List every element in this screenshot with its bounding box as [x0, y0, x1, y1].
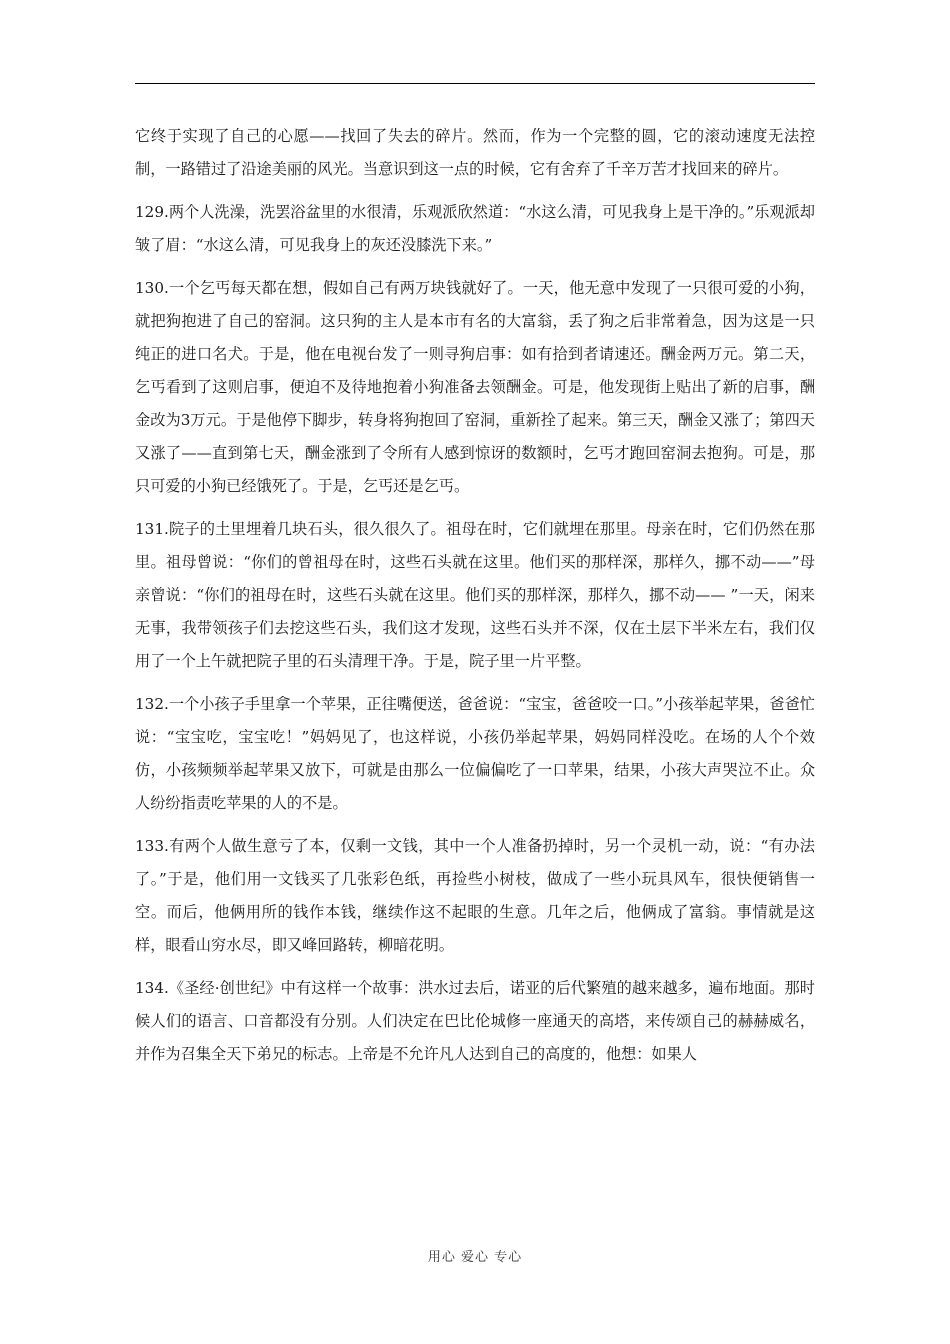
paragraph-129: 129.两个人洗澡，洗罢浴盆里的水很清，乐观派欣然道：“水这么清，可见我身上是干净的。”乐观派却皱了眉：“水这么清，可见我身上的灰还没膝洗下来。” — [135, 203, 815, 254]
paragraph-132: 132.一个小孩子手里拿一个苹果，正往嘴便送，爸爸说：“宝宝，爸爸咬一口。”小孩举起苹果，爸爸忙说：“宝宝吃，宝宝吃！”妈妈见了，也这样说，小孩仍举起苹果，妈妈同样没吃。在场的人个个效仿，小孩频频举起苹果又放下，可就是由那么一位偏偏吃了一口苹果，结果，小孩大声哭泣不止。众人纷纷指责吃苹果的人的不是。 — [135, 695, 815, 812]
paragraph-continuation: 它终于实现了自己的心愿——找回了失去的碎片。然而，作为一个完整的圆，它的滚动速度无法控制，一路错过了沿途美丽的风光。当意识到这一点的时候，它有舍弃了千辛万苦才找回来的碎片。 — [135, 127, 815, 178]
document-body — [135, 120, 815, 1081]
paragraph-130: 130.一个乞丐每天都在想，假如自己有两万块钱就好了。一天，他无意中发现了一只很可爱的小狗，就把狗抱进了自己的窑洞。这只狗的主人是本市有名的大富翁，丢了狗之后非常着急，因为这是一只纯正的进口名犬。于是，他在电视台发了一则寻狗启事：如有拾到者请速还。酬金两万元。第二天，乞丐看到了这则启事，便迫不及待地抱着小狗准备去领酬金。可是，他发现街上贴出了新的启事，酬金改为3万元。于是他停下脚步，转身将狗抱回了窑洞，重新拴了起来。第三天，酬金又涨了；第四天又涨了——直到第七天，酬金涨到了令所有人感到惊讶的数额时，乞丐才跑回窑洞去抱狗。可是，那只可爱的小狗已经饿死了。于是，乞丐还是乞丐。 — [135, 279, 815, 495]
header-rule — [135, 83, 815, 84]
page-footer: 用心 爱心 专心 — [427, 1250, 523, 1265]
paragraph-133: 133.有两个人做生意亏了本，仅剩一文钱，其中一个人准备扔掉时，另一个灵机一动，说：“有办法了。”于是，他们用一文钱买了几张彩色纸，再捡些小树枝，做成了一些小玩具风车，很快便销售一空。而后，他俩用所的钱作本钱，继续作这不起眼的生意。几年之后，他俩成了富翁。事情就是这样，眼看山穷水尽，即又峰回路转，柳暗花明。 — [135, 837, 815, 954]
paragraph-134: 134.《圣经·创世纪》中有这样一个故事：洪水过去后，诺亚的后代繁殖的越来越多，遍布地面。那时候人们的语言、口音都没有分别。人们决定在巴比伦城修一座通天的高塔，来传颂自己的赫赫威名，并作为召集全天下弟兄的标志。上帝是不允许凡人达到自己的高度的，他想：如果人 — [135, 979, 815, 1063]
paragraph-131: 131.院子的土里埋着几块石头，很久很久了。祖母在时，它们就埋在那里。母亲在时，它们仍然在那里。祖母曾说：“你们的曾祖母在时，这些石头就在这里。他们买的那样深，那样久，挪不动——”母亲曾说：“你们的祖母在时，这些石头就在这里。他们买的那样深，那样久，挪不动—— ”一天，闲来无事，我带领孩子们去挖这些石头，我们这才发现，这些石头并不深，仅在土层下半米左右，我们仅用了一个上午就把院子里的石头清理干净。于是，院子里一片平整。 — [135, 520, 815, 670]
